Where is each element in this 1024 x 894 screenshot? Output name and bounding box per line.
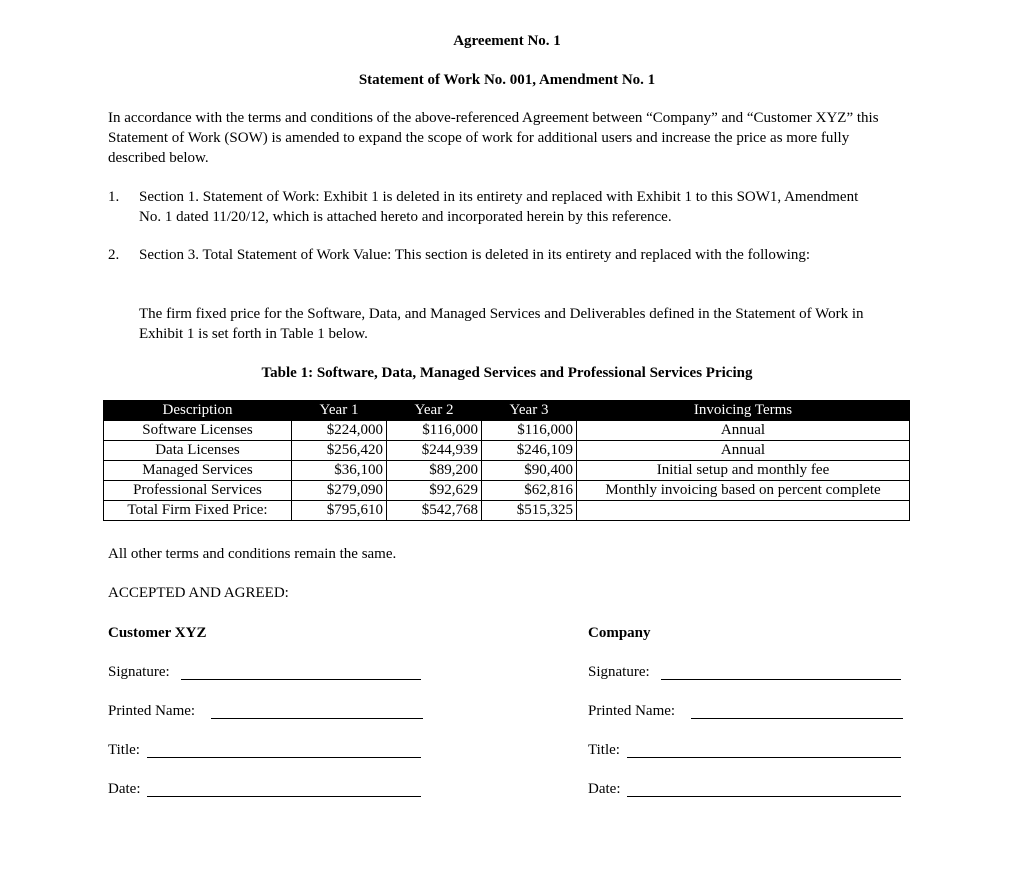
company-printed-name-label: Printed Name: xyxy=(588,703,676,719)
cell-year-2: $92,629 xyxy=(387,481,482,501)
cell-invoicing-terms: Annual xyxy=(577,421,910,441)
cell-description: Software Licenses xyxy=(104,421,292,441)
document-title: Agreement No. 1 xyxy=(453,33,561,49)
list-item-text: Section 1. Statement of Work: Exhibit 1 is deleted in its entirety and replaced with Exhibit 1 to this SOW1, Amendment No. 1 dated 11/20/12, which is attached hereto and incorporated herein by this reference. xyxy=(139,189,859,225)
party-customer: Customer XYZ xyxy=(108,625,207,641)
cell-year-1: $279,090 xyxy=(292,481,387,501)
header-description: Description xyxy=(104,401,292,421)
cell-invoicing-terms: Initial setup and monthly fee xyxy=(577,461,910,481)
cell-year-3: $62,816 xyxy=(482,481,577,501)
cell-year-3-total: $515,325 xyxy=(482,501,577,521)
company-date-label: Date: xyxy=(588,781,621,797)
cell-year-1: $224,000 xyxy=(292,421,387,441)
document-subtitle: Statement of Work No. 001, Amendment No. 1 xyxy=(358,72,656,88)
company-title-label: Title: xyxy=(588,742,620,758)
cell-year-2: $89,200 xyxy=(387,461,482,481)
table-row xyxy=(104,421,910,441)
cell-invoicing-terms: Annual xyxy=(577,441,910,461)
header-year-1: Year 1 xyxy=(292,401,387,421)
cell-description: Total Firm Fixed Price: xyxy=(104,501,292,521)
cell-year-1-total: $795,610 xyxy=(292,501,387,521)
cell-year-2: $244,939 xyxy=(387,441,482,461)
table-total-row xyxy=(104,501,910,521)
company-printed-name-line[interactable] xyxy=(691,718,903,719)
table-row xyxy=(104,461,910,481)
cell-year-3: $116,000 xyxy=(482,421,577,441)
table-title: Table 1: Software, Data, Managed Services and Professional Services Pricing xyxy=(261,365,753,381)
cell-year-3: $90,400 xyxy=(482,461,577,481)
company-title-line[interactable] xyxy=(627,757,901,758)
customer-signature-label: Signature: xyxy=(108,664,170,680)
closing-statement: All other terms and conditions remain the same. xyxy=(108,546,397,562)
table-header-row xyxy=(104,401,910,421)
customer-printed-name-label: Printed Name: xyxy=(108,703,196,719)
cell-invoicing-terms: Monthly invoicing based on percent complete xyxy=(577,481,910,501)
pricing-table xyxy=(103,400,910,521)
company-date-line[interactable] xyxy=(627,796,901,797)
customer-date-line[interactable] xyxy=(147,796,421,797)
cell-year-3: $246,109 xyxy=(482,441,577,461)
customer-title-label: Title: xyxy=(108,742,140,758)
cell-description: Managed Services xyxy=(104,461,292,481)
customer-title-line[interactable] xyxy=(147,757,421,758)
list-item-number: 2. xyxy=(108,247,120,263)
table-row xyxy=(104,441,910,461)
header-year-2: Year 2 xyxy=(387,401,482,421)
cell-year-1: $36,100 xyxy=(292,461,387,481)
cell-description: Data Licenses xyxy=(104,441,292,461)
cell-year-2-total: $542,768 xyxy=(387,501,482,521)
customer-date-label: Date: xyxy=(108,781,141,797)
header-year-3: Year 3 xyxy=(482,401,577,421)
cell-year-1: $256,420 xyxy=(292,441,387,461)
company-signature-label: Signature: xyxy=(588,664,650,680)
company-signature-line[interactable] xyxy=(661,679,901,680)
cell-invoicing-terms xyxy=(577,501,910,521)
fixed-price-paragraph: The firm fixed price for the Software, Data, and Managed Services and Deliverables defined in the Statement of Work in Exhibit 1 is set forth in Table 1 below. xyxy=(139,306,864,342)
customer-signature-line[interactable] xyxy=(181,679,421,680)
intro-paragraph: In accordance with the terms and conditions of the above-referenced Agreement between “Company” and “Customer XYZ” this Statement of Work (SOW) is amended to expand the scope of work for additional users and increase the price as more fully described below. xyxy=(108,110,879,166)
list-item-number: 1. xyxy=(108,189,120,205)
cell-description: Professional Services xyxy=(104,481,292,501)
customer-printed-name-line[interactable] xyxy=(211,718,423,719)
list-item-text: Section 3. Total Statement of Work Value: This section is deleted in its entirety and replaced with the following: xyxy=(139,247,811,263)
cell-year-2: $116,000 xyxy=(387,421,482,441)
party-company: Company xyxy=(588,625,651,641)
table-row xyxy=(104,481,910,501)
header-invoicing-terms: Invoicing Terms xyxy=(577,401,910,421)
accepted-heading: ACCEPTED AND AGREED: xyxy=(108,585,289,601)
